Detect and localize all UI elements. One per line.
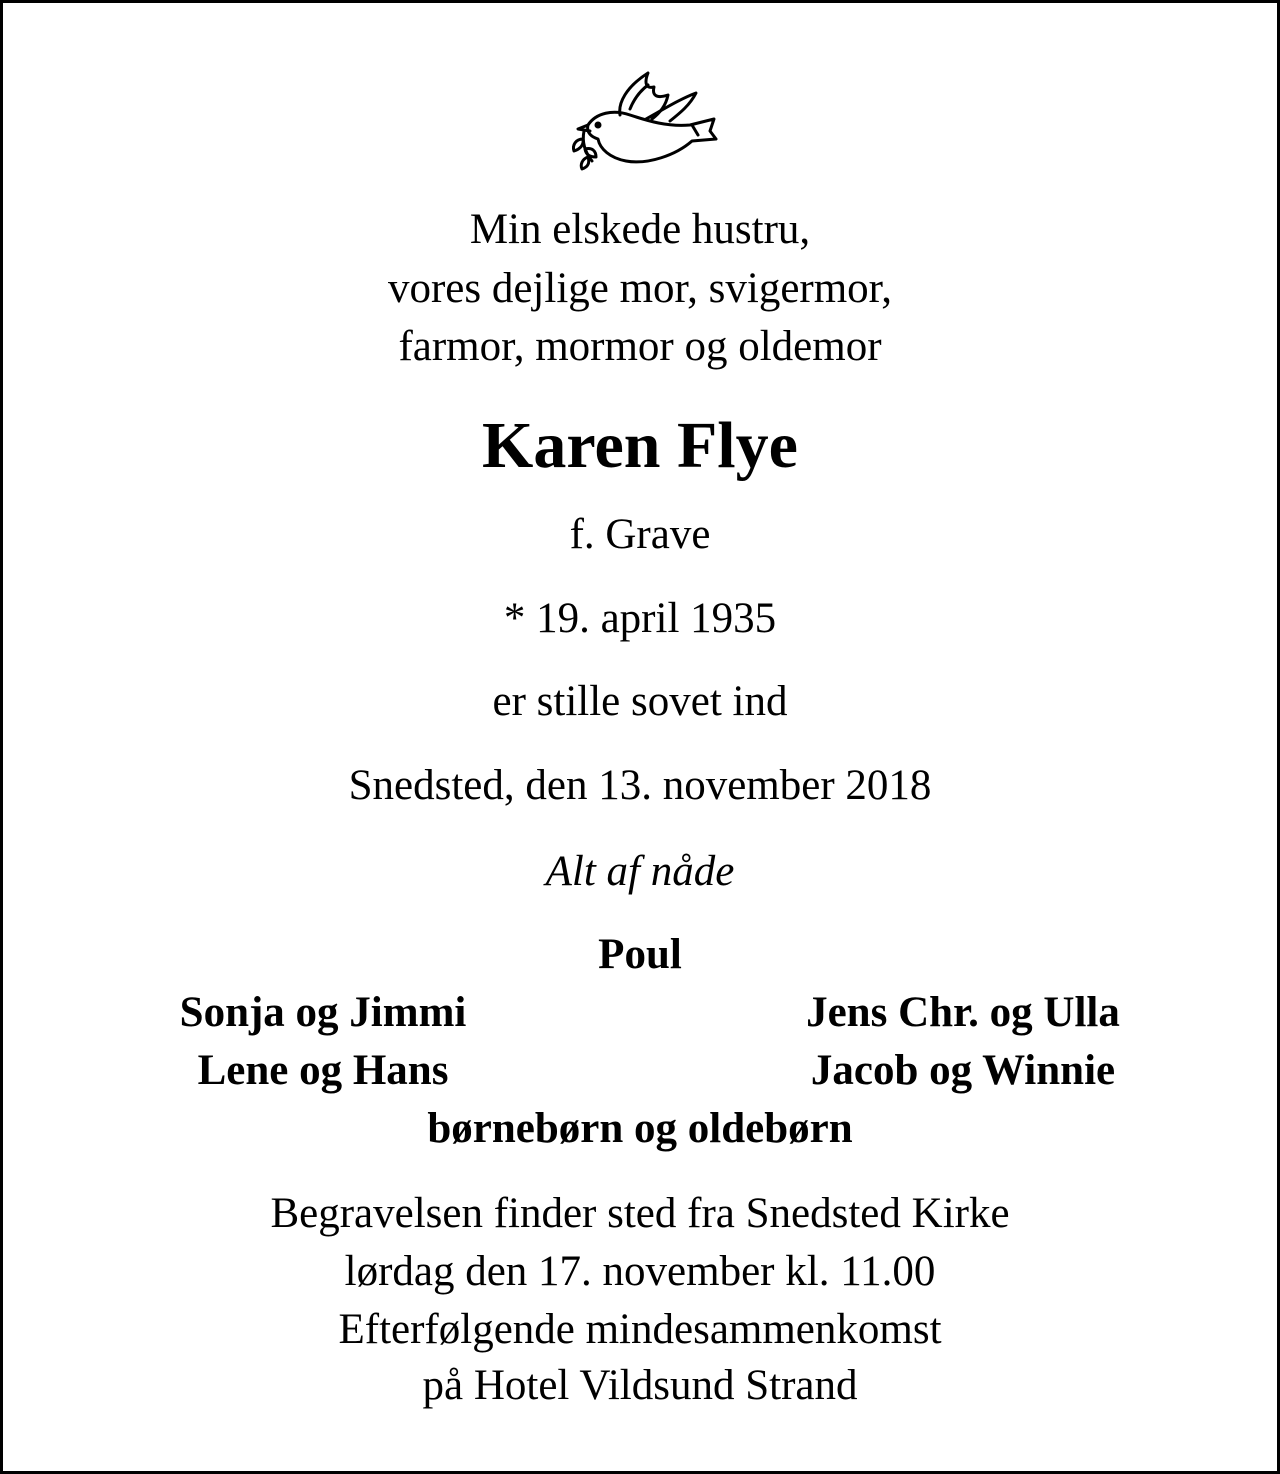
place-date: Snedsted, den 13. november 2018 [348, 762, 932, 809]
maiden-name: f. Grave [569, 511, 711, 558]
intro-line-3: farmor, mormor og oldemor [398, 323, 882, 370]
mourner-descendants: børnebørn og oldebørn [427, 1105, 853, 1152]
motto: Alt af nåde [545, 848, 735, 895]
intro-line-2: vores dejlige mor, svigermor, [387, 265, 893, 312]
mourner-right-1: Jens Chr. og Ulla [806, 989, 1120, 1036]
intro-line-1: Min elskede hustru, [469, 206, 811, 253]
mourner-spouse: Poul [598, 931, 682, 978]
passed-phrase: er stille sovet ind [492, 678, 788, 725]
deceased-name: Karen Flye [482, 409, 798, 482]
funeral-line-1: Begravelsen finder sted fra Snedsted Kirke [270, 1190, 1010, 1237]
funeral-line-3: Efterfølgende mindesammenkomst [338, 1306, 942, 1353]
funeral-line-2: lørdag den 17. november kl. 11.00 [344, 1248, 936, 1295]
funeral-line-4: på Hotel Vildsund Strand [422, 1362, 858, 1409]
birth-date: * 19. april 1935 [503, 595, 777, 642]
dove-icon [568, 65, 718, 175]
mourner-right-2: Jacob og Winnie [810, 1047, 1116, 1094]
mourner-left-2: Lene og Hans [197, 1047, 449, 1094]
mourner-left-1: Sonja og Jimmi [179, 989, 467, 1036]
